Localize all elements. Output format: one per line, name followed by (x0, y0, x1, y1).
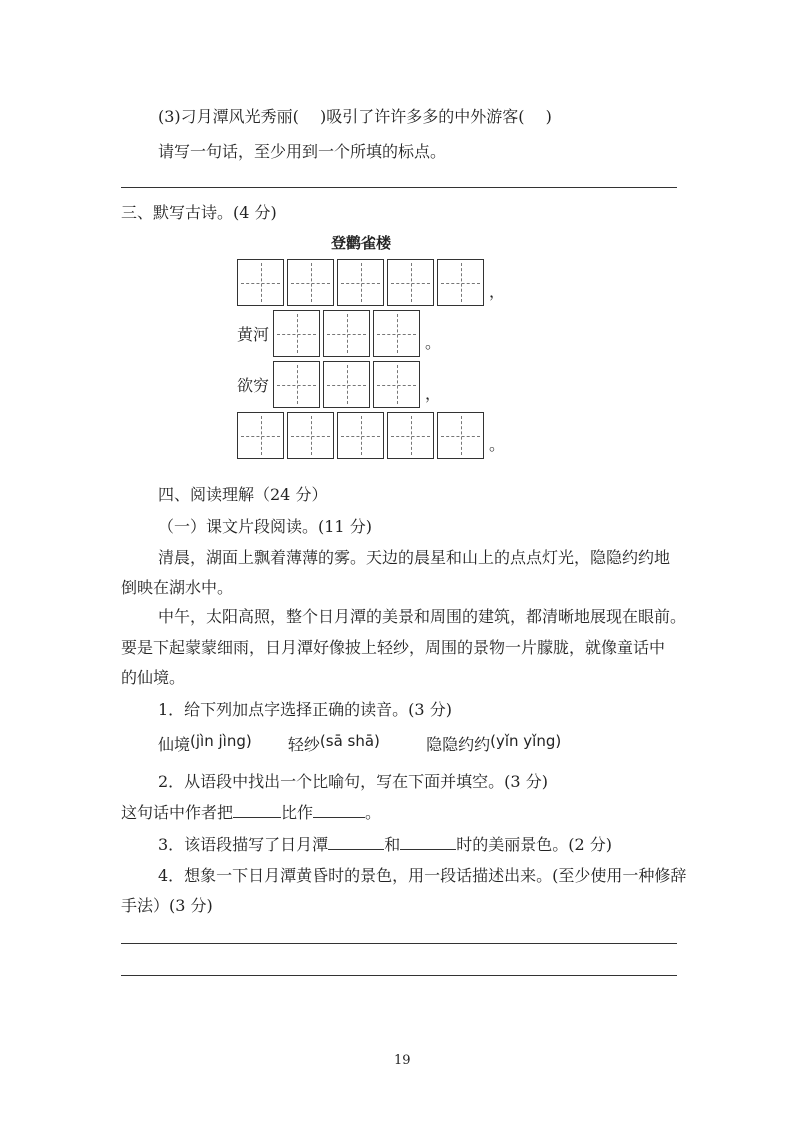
char-box[interactable] (437, 259, 484, 306)
pinyin-choice[interactable]: (sā shā) (319, 732, 380, 750)
char-box[interactable] (237, 259, 284, 306)
answer-line[interactable] (121, 975, 677, 976)
question-4-cont: 手法）(3 分) (121, 896, 213, 915)
question-4: 4．想象一下日月潭黄昏时的景色，用一段话描述出来。(至少使用一种修辞 (158, 866, 687, 885)
passage-line: 倒映在湖水中。 (121, 578, 234, 597)
question-2-fill (121, 802, 381, 823)
poem-title: 登鹳雀楼 (331, 234, 392, 252)
question-2: 2．从语段中找出一个比喻句，写在下面并填空。(3 分) (158, 772, 548, 791)
char-box[interactable] (323, 310, 370, 357)
question-1: 1．给下列加点字选择正确的读音。(3 分) (158, 700, 452, 719)
fill-text: 3．该语段描写了日月潭 (158, 835, 329, 854)
char-box[interactable] (323, 361, 370, 408)
passage-line: 清晨，湖面上飘着薄薄的雾。天边的晨星和山上的点点灯光，隐隐约约地 (158, 548, 671, 567)
word: 仙境 (158, 735, 191, 754)
char-box[interactable] (387, 412, 434, 459)
section-4-title: 四、阅读理解（24 分） (158, 485, 328, 504)
passage-line: 要是下起蒙蒙细雨，日月潭好像披上轻纱，周围的景物一片朦胧，就像童话中 (121, 638, 666, 657)
word: 隐隐约约 (426, 735, 491, 754)
answer-line (121, 187, 677, 188)
char-box[interactable] (437, 412, 484, 459)
poem-line-3 (237, 361, 441, 408)
char-box[interactable] (273, 361, 320, 408)
question-instruction: 请写一句话，至少用到一个所填的标点。 (158, 142, 447, 161)
poem-line-4 (237, 412, 505, 459)
punctuation: ， (489, 282, 506, 301)
passage-line: 的仙境。 (121, 668, 186, 687)
fill-blank[interactable] (400, 834, 456, 850)
fill-blank[interactable] (233, 802, 281, 818)
section-3-title: 三、默写古诗。(4 分) (121, 203, 277, 222)
poem-prefix: 黄河 (237, 325, 270, 344)
answer-line[interactable] (121, 943, 677, 944)
fill-blank[interactable] (313, 802, 365, 818)
char-box[interactable] (287, 412, 334, 459)
poem-line-1 (237, 259, 505, 306)
poem-line-2 (237, 310, 441, 357)
question-item-3: (3)刁月潭风光秀丽( )吸引了许许多多的中外游客( ) (158, 107, 552, 126)
fill-text: 和 (384, 835, 401, 854)
punctuation: ， (425, 384, 442, 403)
question-3 (158, 834, 612, 855)
char-box[interactable] (273, 310, 320, 357)
char-box[interactable] (387, 259, 434, 306)
passage-line: 中午，太阳高照，整个日月潭的美景和周围的建筑，都清晰地展现在眼前。 (158, 607, 687, 626)
pinyin-choice[interactable]: (yǐn yǐng) (490, 732, 562, 750)
subsection-1-title: （一）课文片段阅读。(11 分) (158, 517, 372, 536)
fill-text: 时的美丽景色。(2 分) (456, 835, 612, 854)
char-box[interactable] (337, 259, 384, 306)
char-box[interactable] (373, 310, 420, 357)
char-box[interactable] (373, 361, 420, 408)
poem-prefix: 欲穷 (237, 376, 270, 395)
char-box[interactable] (337, 412, 384, 459)
fill-blank[interactable] (328, 834, 384, 850)
fill-text: 比作 (281, 803, 314, 822)
fill-text: 。 (365, 803, 382, 822)
char-box[interactable] (287, 259, 334, 306)
pinyin-choice[interactable]: (jìn jìng) (190, 732, 252, 750)
char-box[interactable] (237, 412, 284, 459)
word: 轻纱 (287, 735, 320, 754)
page-number: 19 (394, 1053, 411, 1068)
fill-text: 这句话中作者把 (121, 803, 234, 822)
punctuation: 。 (489, 435, 506, 454)
punctuation: 。 (425, 333, 442, 352)
pinyin-options (158, 732, 562, 755)
